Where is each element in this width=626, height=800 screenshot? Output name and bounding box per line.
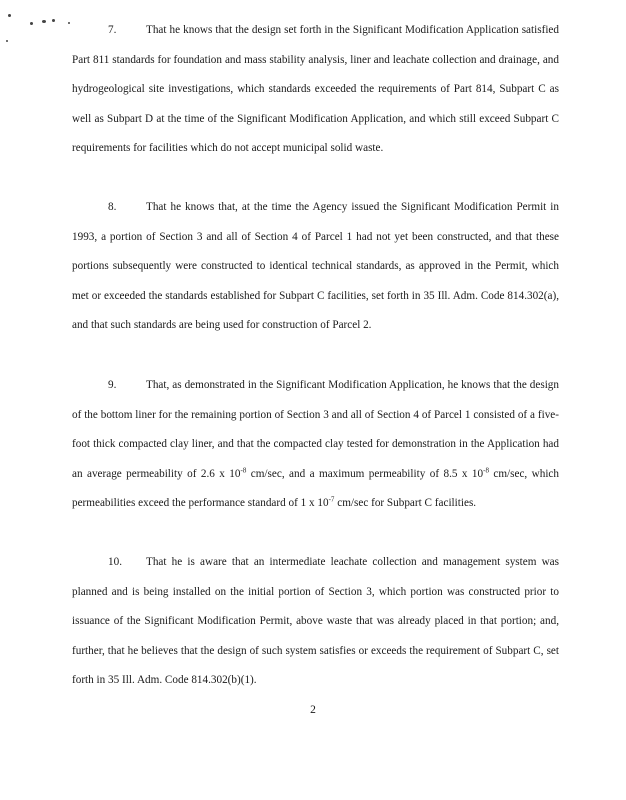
- scan-speck: [6, 40, 8, 42]
- paragraph-text-c: cm/sec, which permeabilities exceed the performance standard of 1 x 10: [72, 467, 559, 509]
- paragraph-text-d: cm/sec for Subpart C facilities.: [334, 497, 477, 509]
- paragraph-text: That he knows that, at the time the Agency issued the Significant Modification Permit in 1993, a portion of Section 3 and all of Section 4 of Parcel 1 had not yet been constructed, and that these portions subsequently were constructed to identical technical standards, as approved in the Permit, which met or exceeded the standards established for Subpart C facilities, set forth in 35 Ill. Adm. Code 814.302(a), and that such standards are being used for construction of Parcel 2.: [72, 201, 559, 331]
- paragraph-text: That he is aware that an intermediate leachate collection and management system was planned and is being installed on the initial portion of Section 3, which portion was constructed prior to issuance of the Significant Modification Permit, above waste that was already placed in that portion; and, further, that he believes that the design of such system satisfies or exceeds the requirement of Subpart C, set forth in 35 Ill. Adm. Code 814.302(b)(1).: [72, 556, 559, 686]
- paragraph-text-a: That, as demonstrated in the Significant Modification Application, he knows that the design of the bottom liner for the remaining portion of Section 3 and all of Section 4 of Parcel 1 consisted of a five-foot thick compacted clay liner, and that the compacted clay tested for demonstration in the Application had an average permeability of 2.6 x 10: [72, 379, 559, 480]
- scan-speck: [42, 20, 46, 23]
- paragraph-10: [72, 548, 559, 696]
- paragraph-text-b: cm/sec, and a maximum permeability of 8.5 x 10: [246, 467, 484, 480]
- paragraph-text: That he knows that the design set forth in the Significant Modification Application satisfied Part 811 standards for foundation and mass stability analysis, liner and leachate collection and drainage, and hydrogeological site investigations, which standards exceeded the requirements of Part 814, Subpart C as well as Subpart D at the time of the Significant Modification Application, and which still exceed Subpart C requirements for facilities which do not accept municipal solid waste.: [72, 24, 559, 154]
- paragraph-number: 10.: [108, 556, 122, 568]
- exponent: -7: [328, 495, 335, 504]
- exponent: -8: [240, 465, 247, 474]
- paragraph-8: [72, 193, 559, 341]
- scan-speck: [52, 19, 55, 22]
- paragraph-number: 8.: [108, 201, 117, 213]
- paragraph-number: 9.: [108, 379, 117, 391]
- scan-speck: [68, 22, 70, 24]
- exponent: -8: [483, 465, 489, 474]
- scan-speck: [8, 14, 11, 17]
- paragraph-7: [72, 16, 559, 164]
- paragraph-9: [72, 371, 559, 519]
- scan-speck: [30, 22, 33, 25]
- paragraph-number: 7.: [108, 24, 117, 36]
- page-number: 2: [310, 704, 316, 716]
